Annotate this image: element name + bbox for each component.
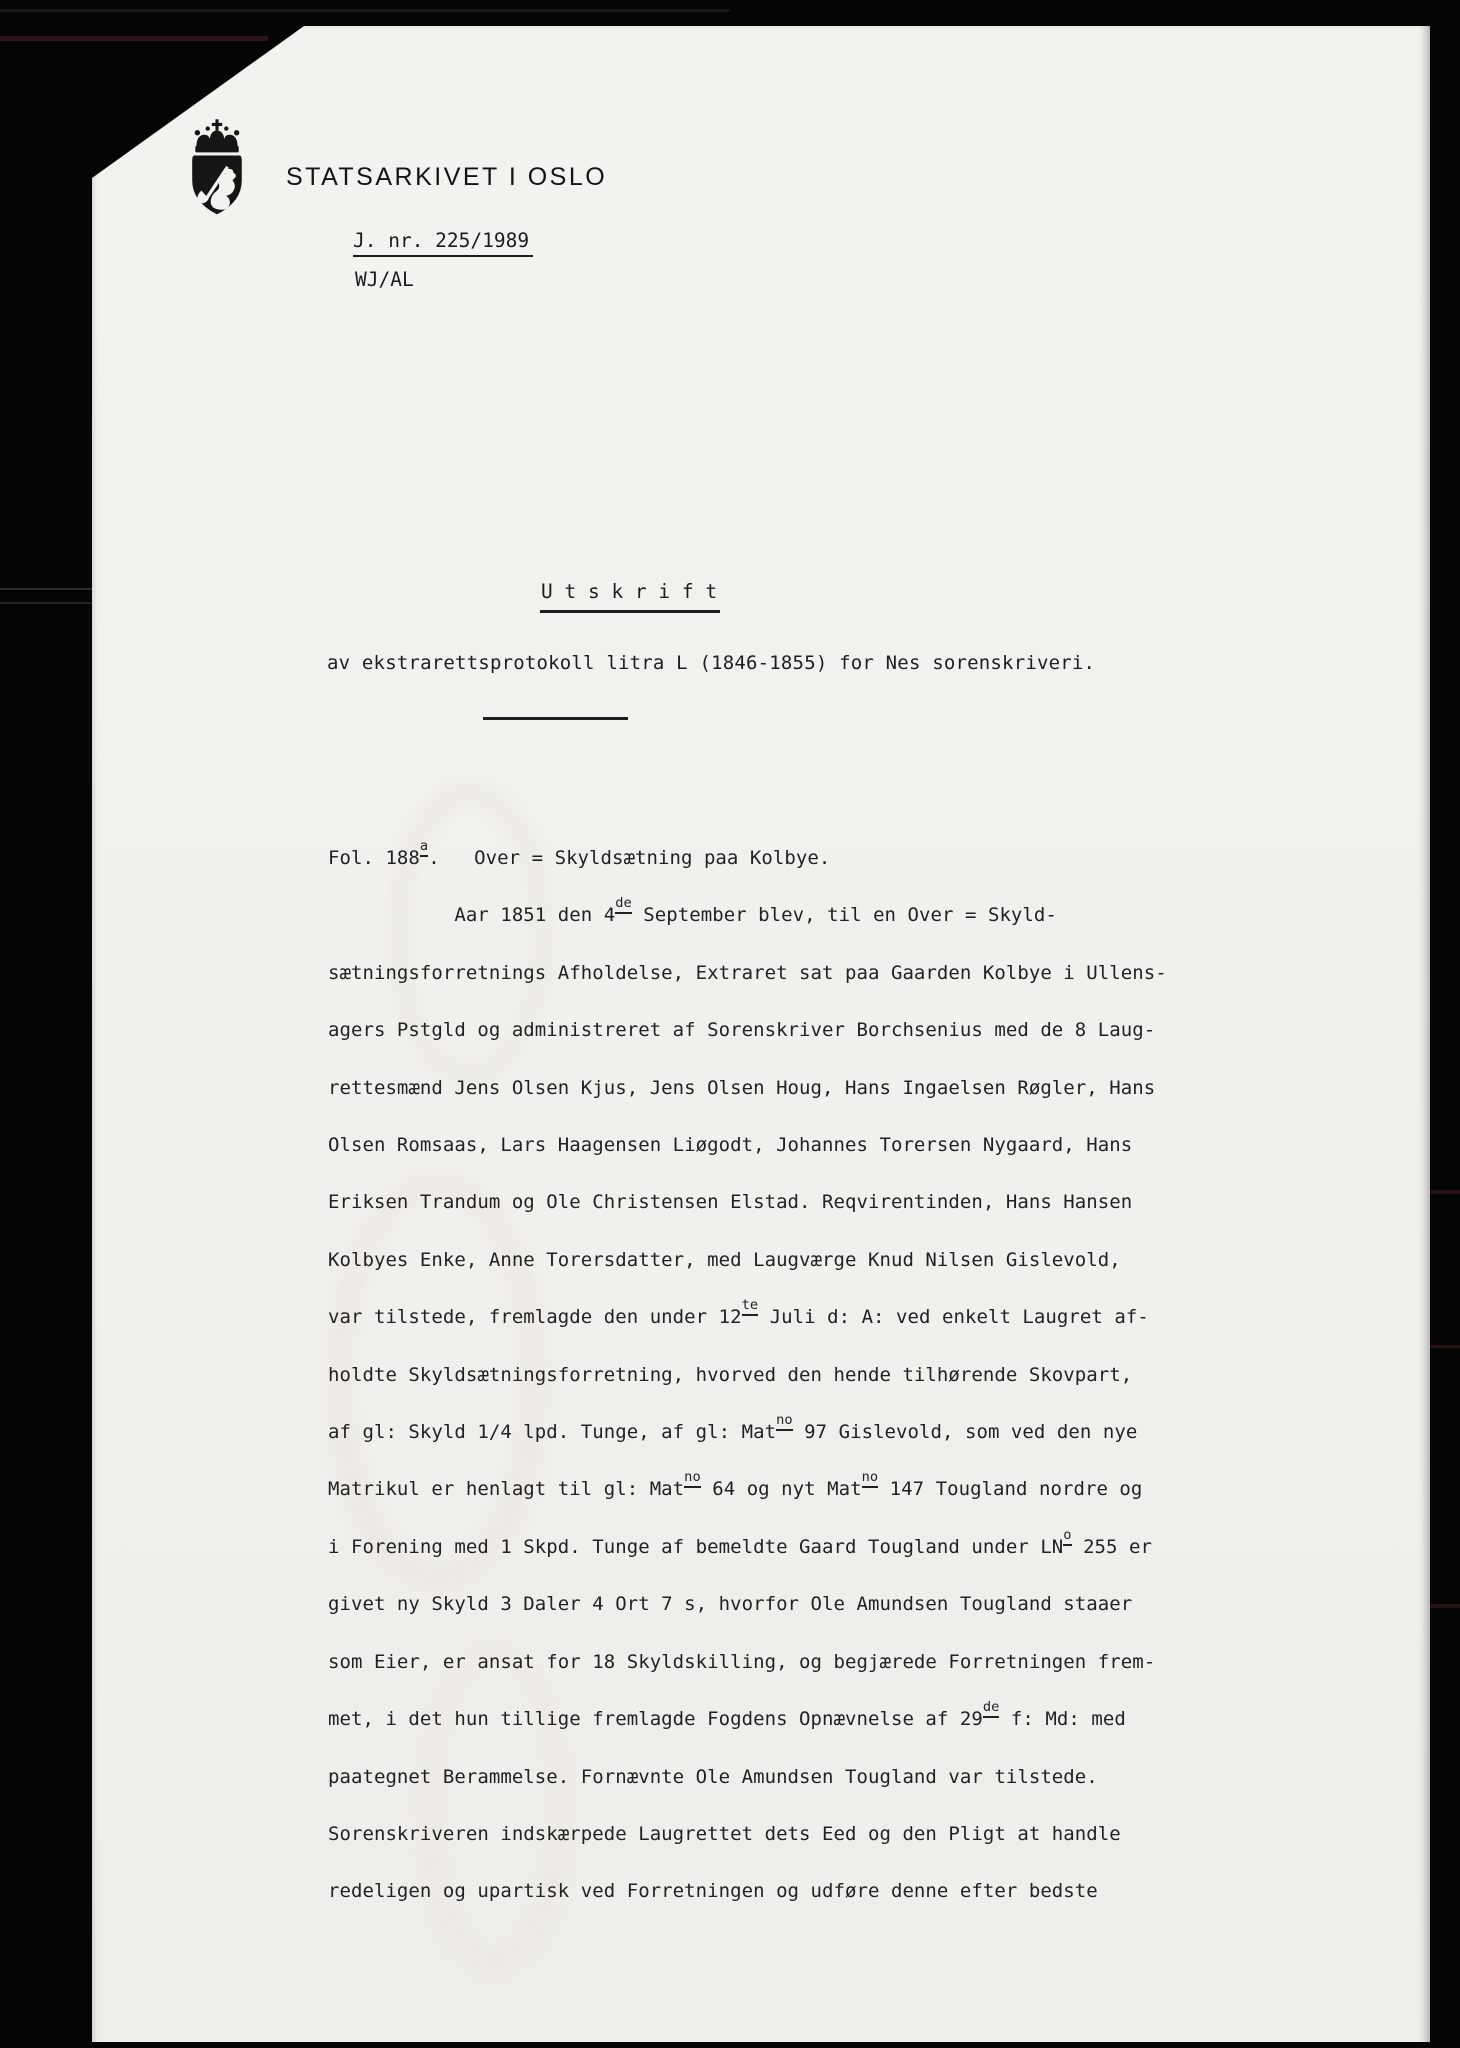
superscript: de	[983, 1699, 1000, 1718]
body-line: Olsen Romsaas, Lars Haagensen Liøgodt, Johannes Torersen Nygaard, Hans	[328, 1134, 1133, 1157]
superscript: no	[776, 1412, 793, 1431]
scan-streak-artifact	[1430, 1345, 1460, 1348]
coat-of-arms-logo	[186, 118, 248, 226]
body-line: sætningsforretnings Afholdelse, Extraret sat paa Gaarden Kolbye i Ullens-	[328, 961, 1167, 984]
superscript: te	[742, 1297, 759, 1316]
scan-streak-artifact	[1430, 1190, 1460, 1194]
scan-streak-artifact	[0, 588, 92, 590]
scan-border-left	[0, 0, 92, 2048]
body-line: Matrikul er henlagt til gl: Mat$^{no}$ 64 og nyt Mat$^{no}$ 147 Tougland nordre og	[328, 1469, 1143, 1501]
body-line: redeligen og upartisk ved Forretningen og udføre denne efter bedste	[328, 1880, 1098, 1903]
scan-border-right	[1430, 0, 1460, 2048]
body-line: Eriksen Trandum og Ole Christensen Elstad. Reqvirentinden, Hans Hansen	[328, 1191, 1133, 1214]
body-text	[328, 830, 1208, 1921]
document-title: U t s k r i f t	[540, 580, 720, 613]
body-line: paategnet Berammelse. Fornævnte Ole Amundsen Tougland var tilstede.	[328, 1765, 1098, 1788]
body-line: Kolbyes Enke, Anne Torersdatter, med Laugværge Knud Nilsen Gislevold,	[328, 1248, 1121, 1271]
body-line: met, i det hun tillige fremlagde Fogdens Opnævnelse af 29de f: Md: med	[328, 1698, 1126, 1731]
body-line: holdte Skyldsætningsforretning, hvorved den hende tilhørende Skovpart,	[328, 1363, 1133, 1386]
body-line: rettesmænd Jens Olsen Kjus, Jens Olsen Houg, Hans Ingaelsen Røgler, Hans	[328, 1076, 1156, 1099]
separator-rule	[483, 717, 628, 720]
journal-number: J. nr. 225/1989	[353, 229, 533, 257]
superscript: a	[420, 838, 428, 857]
body-line: Aar 1851 den 4de September blev, til en Over = Skyld-	[328, 895, 1057, 927]
document-subtitle: av ekstrarettsprotokoll litra L (1846-1855) for Nes sorenskriveri.	[327, 652, 1096, 674]
body-line: i Forening med 1 Skpd. Tunge af bemeldte Gaard Tougland under $LN^o$ 255 er	[328, 1526, 1153, 1558]
superscript: o	[1063, 1527, 1071, 1546]
superscript: no	[684, 1469, 701, 1488]
body-line: var tilstede, fremlagde den under $12^{te}$ Juli d: A: ved enkelt Laugret af-	[328, 1297, 1149, 1329]
body-line: agers Pstgld og administreret af Sorenskriver Borchsenius med de 8 Laug-	[328, 1019, 1156, 1042]
scan-border-bottom	[0, 2042, 1460, 2048]
case-handler-initials: WJ/AL	[355, 268, 414, 291]
organization-name: STATSARKIVET I OSLO	[286, 163, 608, 191]
scan-streak-artifact	[1430, 1604, 1460, 1608]
scan-streak-artifact	[0, 36, 268, 41]
scan-border-top	[0, 0, 1460, 26]
body-line: som Eier, er ansat for 18 Skyldskilling, og begjærede Forretningen frem-	[328, 1650, 1156, 1673]
body-line: Fol. 188$^a$. Over = Skyldsætning paa Kolbye.	[328, 837, 831, 869]
superscript: no	[862, 1469, 879, 1488]
body-line: Sorenskriveren indskærpede Laugrettet dets Eed og den Pligt at handle	[328, 1822, 1121, 1845]
superscript: de	[615, 895, 632, 914]
body-line: givet ny Skyld 3 Daler 4 Ort 7 s, hvorfor Ole Amundsen Tougland staaer	[328, 1593, 1133, 1616]
body-line: af gl: Skyld 1/4 lpd. Tunge, af gl: Mat$^{no}$ 97 Gislevold, som ved den nye	[328, 1411, 1138, 1444]
scan-streak-artifact	[0, 602, 92, 604]
scan-streak-artifact	[0, 9, 730, 12]
